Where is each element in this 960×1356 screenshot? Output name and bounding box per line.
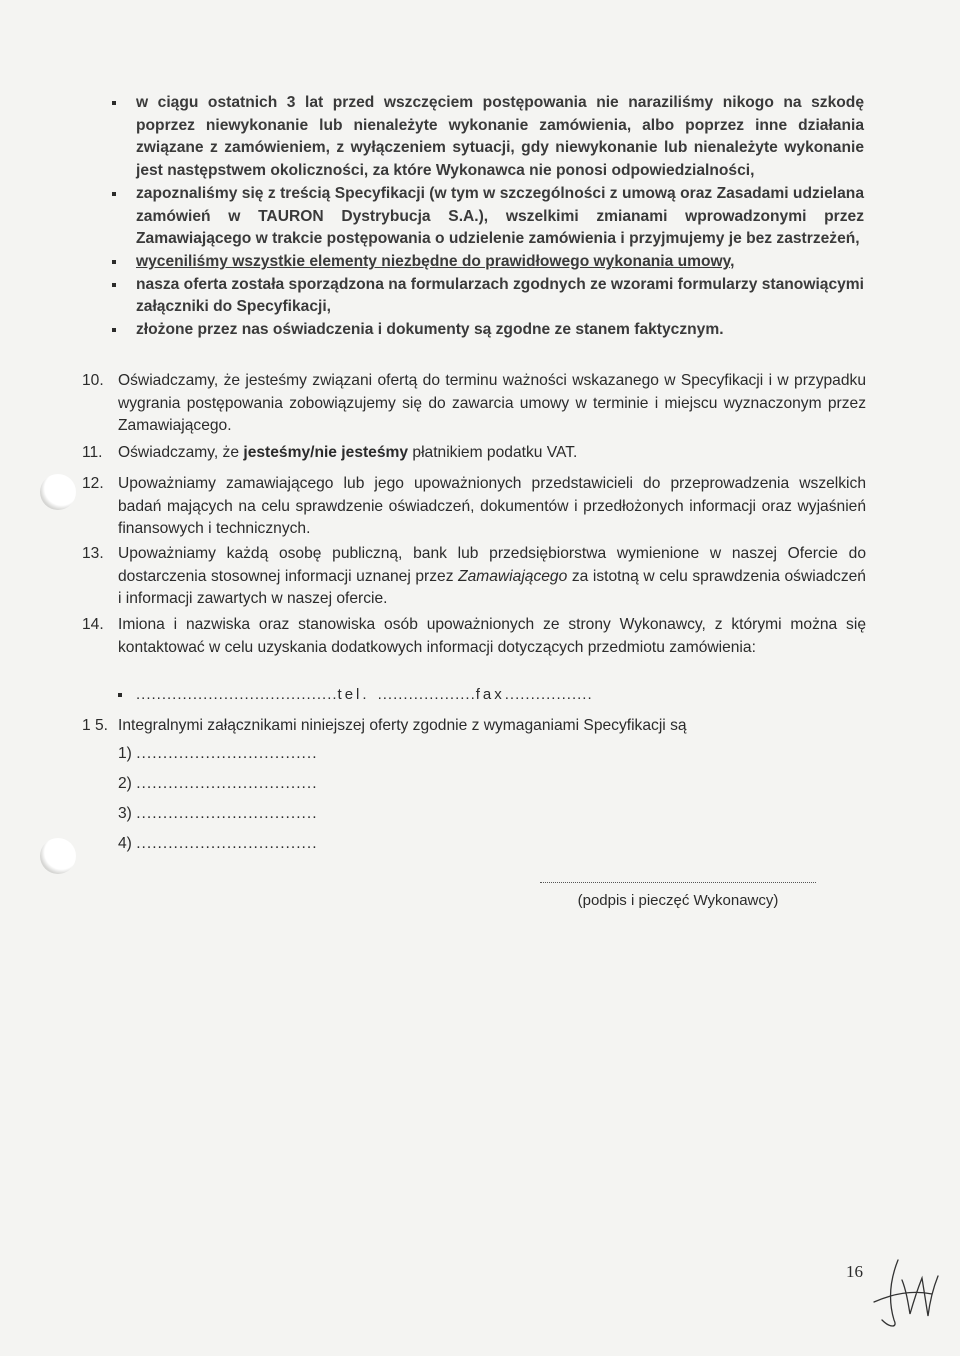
point-number: 1 5. xyxy=(82,717,109,734)
point-text: Upoważniamy zamawiającego lub jego upoważnionych przedstawicieli do przeprowadzenia wszelkich badań mających na celu sprawdzenie oświadczeń, dokumentów i przedłożonych informacji oraz wyjaśnień finansowych i technicznych. xyxy=(118,475,866,538)
point-number: 14. xyxy=(82,616,104,633)
tel-label: tel. xyxy=(337,686,370,703)
bullet-square-icon xyxy=(112,260,116,264)
vat-status-choice: jesteśmy/nie jesteśmy xyxy=(243,444,409,461)
fax-label: fax xyxy=(475,686,505,703)
attachment-line[interactable]: 4) .................................. xyxy=(118,835,318,852)
signature-field[interactable] xyxy=(540,882,816,909)
point-14 xyxy=(82,614,866,659)
attachment-line[interactable]: 3) .................................. xyxy=(118,805,318,822)
point-10 xyxy=(82,370,866,438)
signature-caption: (podpis i pieczęć Wykonawcy) xyxy=(577,892,779,909)
point-text: Oświadczamy, że jesteśmy/nie jesteśmy płatnikiem podatku VAT. xyxy=(118,444,578,461)
bullet-item: wyceniliśmy wszystkie elementy niezbędne do prawidłowego wykonania umowy, xyxy=(112,251,864,274)
point-number: 10. xyxy=(82,372,104,389)
attachment-line[interactable]: 2) .................................. xyxy=(118,775,318,792)
point-text: Integralnymi załącznikami niniejszej oferty zgodnie z wymaganiami Specyfikacji są xyxy=(118,717,687,734)
bullet-square-icon xyxy=(112,328,116,332)
bullet-item: zapoznaliśmy się z treścią Specyfikacji (w tym w szczególności z umową oraz Zasadami udzielana zamówień w TAURON Dystrybucja S.A.), wszelkimi zmianami wprowadzonymi przez Zamawiającego w trakcie postępowania o udzielenie zamówienia i przyjmujemy je bez zastrzeżeń, xyxy=(112,183,864,251)
bullet-item: nasza oferta została sporządzona na formularzach zgodnych ze wzorami formularzy stanowiącymi załączniki do Specyfikacji, xyxy=(112,274,864,319)
point-number: 12. xyxy=(82,475,104,492)
point-text: Imiona i nazwiska oraz stanowiska osób upoważnionych ze strony Wykonawcy, z którymi można się kontaktować w celu uzyskania dodatkowych informacji dotyczących przedmiotu zamówienia: xyxy=(118,616,866,656)
punch-hole-icon xyxy=(40,838,76,874)
point-number: 11. xyxy=(82,444,103,461)
contact-fill-line[interactable]: .......................................tel. ...................fax................. xyxy=(118,686,593,703)
bullet-square-icon xyxy=(112,283,116,287)
point-11 xyxy=(82,442,866,465)
point-15 xyxy=(82,715,866,738)
bullet-square-icon xyxy=(112,101,116,105)
bullet-square-icon xyxy=(112,192,116,196)
page-number: 16 xyxy=(846,1262,863,1281)
point-text: Upoważniamy każdą osobę publiczną, bank lub przedsiębiorstwa wymienione w naszej Ofercie do dostarczenia stosownej informacji uznanej przez Zamawiającego za istotną w celu sprawdzenia oświadczeń i informacji zawartych w naszej ofercie. xyxy=(118,545,866,608)
handwritten-signature-icon xyxy=(868,1250,940,1330)
point-text: Oświadczamy, że jesteśmy związani ofertą do terminu ważności wskazanego w Specyfikacji i w przypadku wygrania postępowania zobowiązujemy się do zawarcia umowy w terminie i miejscu wyznaczonym przez Zamawiającego. xyxy=(118,372,866,435)
bullet-item: w ciągu ostatnich 3 lat przed wszczęciem postępowania nie naraziliśmy nikogo na szkodę poprzez niewykonanie lub nienależyte wykonanie zamówienia, albo poprzez inne działania związane z zamówieniem, z wyłączeniem sytuacji, gdy niewykonanie lub nienależyte wykonanie jest następstwem okoliczności, za które Wykonawca nie ponosi odpowiedzialności, xyxy=(112,92,864,183)
declaration-bullet-list xyxy=(112,92,864,342)
point-12 xyxy=(82,473,866,541)
attachment-line[interactable]: 1) .................................. xyxy=(118,745,318,762)
punch-hole-icon xyxy=(40,474,76,510)
point-13 xyxy=(82,543,866,611)
point-number: 13. xyxy=(82,545,104,562)
signature-dotted-line xyxy=(540,882,816,884)
bullet-square-icon xyxy=(118,693,122,697)
bullet-item: złożone przez nas oświadczenia i dokumenty są zgodne ze stanem faktycznym. xyxy=(112,319,864,342)
